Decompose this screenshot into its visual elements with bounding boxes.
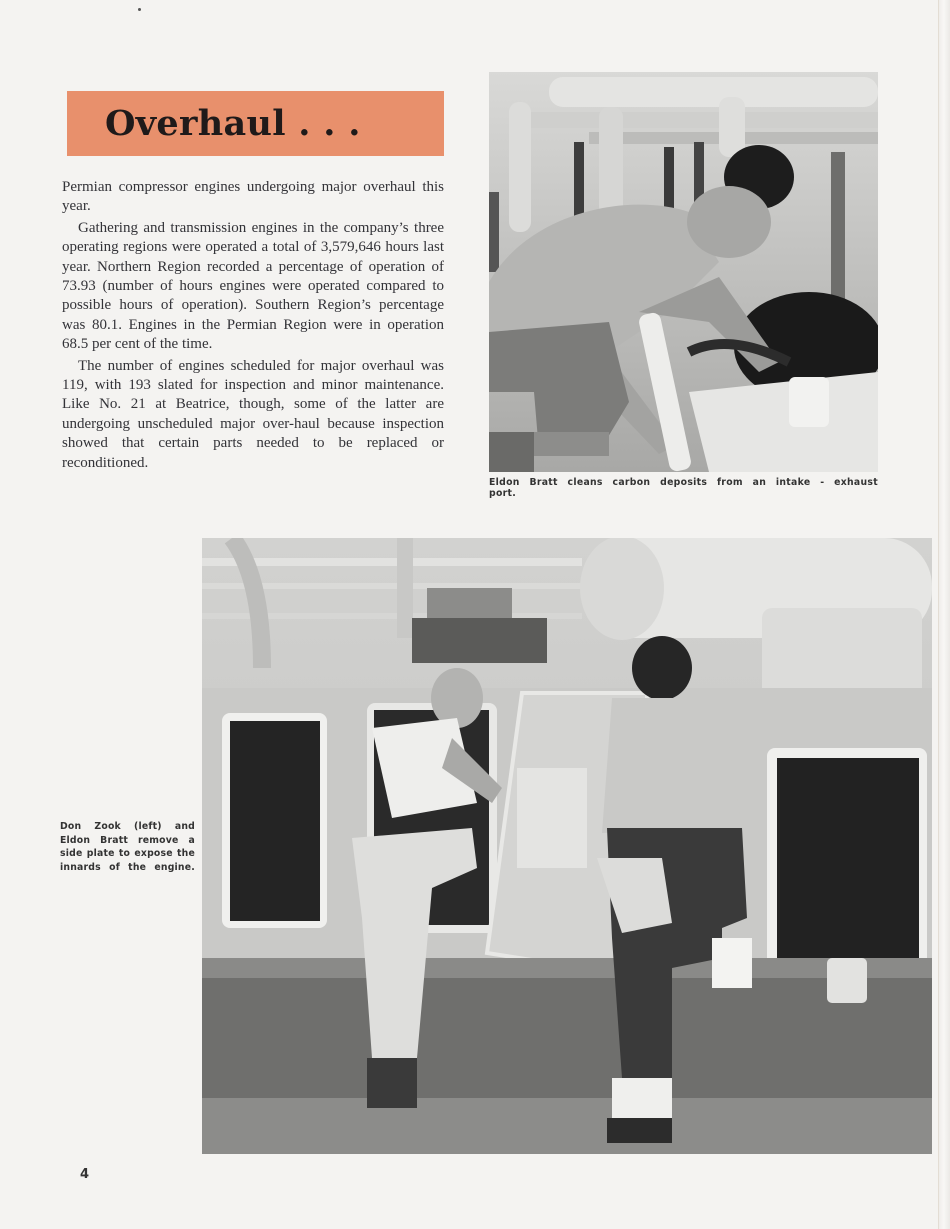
photo-caption-bottom: Don Zook (left) and Eldon Bratt remove a side plate to expose the innards of the engine. (60, 821, 195, 873)
page-title: Overhaul . . . (105, 103, 361, 144)
page-number: 4 (80, 1167, 90, 1182)
photo-illustration (489, 72, 878, 472)
article-paragraph: Gathering and transmission engines in the company’s three operating regions were operated a total of 3,579,646 hours last year. Northern Region recorded a percentage of operation of 73.93 (number of hours engines were operated compared to possible hours of operation). Southern Region’s percentage was 80.1. Engines in the Permian Region were in operation 68.5 per cent of the time. (62, 219, 444, 353)
article-paragraph: The number of engines scheduled for major overhaul was 119, with 193 slated for inspection and minor maintenance. Like No. 21 at Beatrice, though, some of the latter are undergoing unscheduled major over-haul because inspection showed that certain parts needed to be replaced or reconditioned. (62, 357, 444, 471)
article-paragraph: Permian compressor engines undergoing major overhaul this year. (62, 179, 444, 215)
photo-illustration (202, 538, 932, 1154)
photo-caption-top: Eldon Bratt cleans carbon deposits from an intake - exhaust port. (489, 477, 878, 499)
photo-worker-cleaning-port (489, 72, 878, 472)
photo-men-removing-side-plate (202, 538, 932, 1154)
print-speck (138, 8, 141, 11)
heading-banner (67, 91, 444, 156)
article-body (62, 178, 444, 473)
page-binding-edge (938, 0, 950, 1229)
